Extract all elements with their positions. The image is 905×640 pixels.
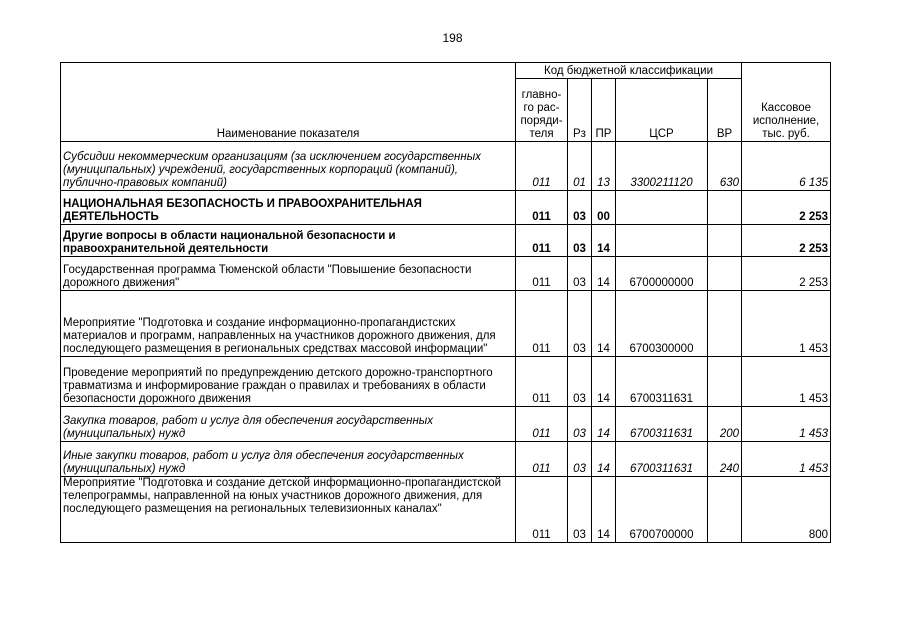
row-sum: 800 [742, 477, 831, 543]
row-sum: 1 453 [742, 291, 831, 357]
table-row [61, 291, 831, 357]
table-row [61, 257, 831, 291]
row-csr [616, 191, 708, 225]
row-csr: 6700300000 [616, 291, 708, 357]
row-vr [708, 357, 742, 407]
row-csr: 6700700000 [616, 477, 708, 543]
row-name: Закупка товаров, работ и услуг для обеспечения государственных (муниципальных) нужд [61, 407, 516, 442]
row-csr [616, 225, 708, 257]
row-sum: 2 253 [742, 225, 831, 257]
row-sum: 2 253 [742, 191, 831, 225]
row-name: Мероприятие "Подготовка и создание информационно-пропагандистских материалов и программ, направленных на участников дорожного движения, для последующего размещения в региональных средствах массовой информации" [61, 291, 516, 357]
row-sum: 6 135 [742, 142, 831, 191]
row-vr [708, 191, 742, 225]
row-admin: 011 [516, 142, 568, 191]
row-vr [708, 225, 742, 257]
row-rz: 03 [568, 191, 592, 225]
row-csr: 6700000000 [616, 257, 708, 291]
row-sum: 1 453 [742, 407, 831, 442]
row-sum: 1 453 [742, 357, 831, 407]
row-admin: 011 [516, 407, 568, 442]
row-pr: 14 [592, 407, 616, 442]
header-csr: ЦСР [616, 79, 708, 142]
row-name: Иные закупки товаров, работ и услуг для обеспечения государственных (муниципальных) нужд [61, 442, 516, 477]
table-row [61, 142, 831, 191]
page-number: 198 [442, 31, 463, 45]
table-row [61, 191, 831, 225]
row-rz: 03 [568, 225, 592, 257]
row-vr: 240 [708, 442, 742, 477]
table-row [61, 407, 831, 442]
row-pr: 14 [592, 225, 616, 257]
row-pr: 14 [592, 257, 616, 291]
row-admin: 011 [516, 477, 568, 543]
header-vr: ВР [708, 79, 742, 142]
row-vr: 200 [708, 407, 742, 442]
row-sum: 1 453 [742, 442, 831, 477]
row-admin: 011 [516, 257, 568, 291]
row-pr: 14 [592, 357, 616, 407]
table-row [61, 357, 831, 407]
row-name: Другие вопросы в области национальной безопасности и правоохранительной деятельности [61, 225, 516, 257]
row-name: Субсидии некоммерческим организациям (за исключением государственных (муниципальных) учреждений, государственных корпораций (компаний), публично-правовых компаний) [61, 142, 516, 191]
header-code-group: Код бюджетной классификации [516, 63, 742, 79]
row-csr: 6700311631 [616, 407, 708, 442]
row-vr [708, 257, 742, 291]
table-row [61, 225, 831, 257]
row-admin: 011 [516, 291, 568, 357]
row-admin: 011 [516, 191, 568, 225]
row-pr: 14 [592, 442, 616, 477]
row-csr: 6700311631 [616, 357, 708, 407]
budget-execution-table [60, 62, 831, 543]
table-row [61, 477, 831, 543]
row-rz: 03 [568, 357, 592, 407]
row-rz: 03 [568, 407, 592, 442]
header-pr: ПР [592, 79, 616, 142]
row-vr [708, 477, 742, 543]
header-admin: главно-го рас-поряди-теля [516, 79, 568, 142]
header-name: Наименование показателя [61, 63, 516, 142]
row-admin: 011 [516, 442, 568, 477]
row-pr: 14 [592, 477, 616, 543]
row-rz: 01 [568, 142, 592, 191]
row-sum: 2 253 [742, 257, 831, 291]
row-vr [708, 291, 742, 357]
row-pr: 13 [592, 142, 616, 191]
header-cash-execution: Кассовое исполнение, тыс. руб. [742, 63, 831, 142]
row-name: Мероприятие "Подготовка и создание детской информационно-пропагандистской телепрограммы, направленной на юных участников дорожного движения, для последующего размещения на региональных телевизионных каналах" [61, 477, 516, 543]
row-rz: 03 [568, 477, 592, 543]
row-rz: 03 [568, 442, 592, 477]
row-vr: 630 [708, 142, 742, 191]
row-csr: 3300211120 [616, 142, 708, 191]
row-admin: 011 [516, 357, 568, 407]
row-csr: 6700311631 [616, 442, 708, 477]
header-rz: Рз [568, 79, 592, 142]
row-name: Проведение мероприятий по предупреждению детского дорожно-транспортного травматизма и информирование граждан о правилах и требованиях в области безопасности дорожного движения [61, 357, 516, 407]
row-pr: 00 [592, 191, 616, 225]
row-pr: 14 [592, 291, 616, 357]
row-rz: 03 [568, 291, 592, 357]
row-name: Государственная программа Тюменской области "Повышение безопасности дорожного движения" [61, 257, 516, 291]
row-admin: 011 [516, 225, 568, 257]
row-rz: 03 [568, 257, 592, 291]
table-row [61, 442, 831, 477]
row-name: НАЦИОНАЛЬНАЯ БЕЗОПАСНОСТЬ И ПРАВООХРАНИТЕЛЬНАЯ ДЕЯТЕЛЬНОСТЬ [61, 191, 516, 225]
